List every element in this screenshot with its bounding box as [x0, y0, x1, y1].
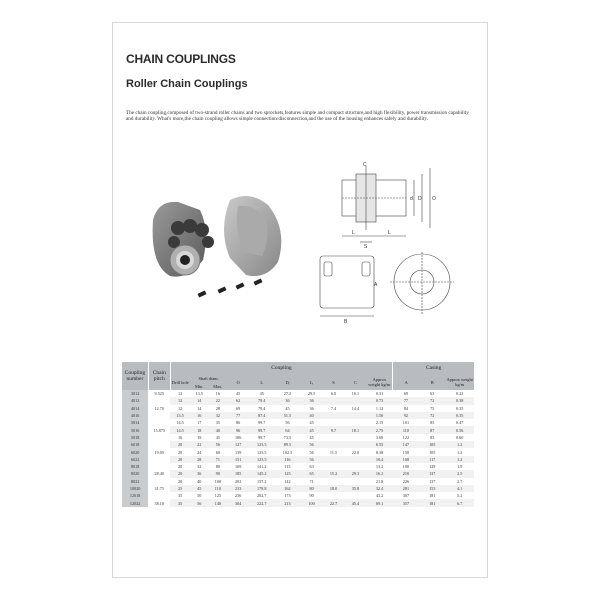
table-cell [323, 419, 345, 426]
label-l1: L [352, 230, 355, 236]
table-cell [148, 463, 170, 470]
table-cell: 20 [170, 463, 190, 470]
table-cell: 20 [170, 456, 190, 463]
table-row [122, 478, 474, 485]
table-cell: 122 [393, 434, 419, 441]
table-cell: 0.73 [366, 397, 392, 404]
table-cell: 125 [274, 470, 300, 477]
table-cell: 35 [209, 419, 228, 426]
header-o: O [227, 374, 249, 390]
table-cell [323, 434, 345, 441]
table-cell: 62 [227, 397, 249, 404]
header-max: Max. [209, 382, 228, 390]
table-cell: 22 [209, 397, 228, 404]
table-cell: 87.4 [249, 412, 274, 419]
table-cell: 77 [393, 397, 419, 404]
table-cell: 222.7 [249, 499, 274, 506]
table-cell: 69 [393, 390, 419, 397]
table-cell: 16 [209, 390, 228, 397]
table-cell: 5018 [122, 434, 148, 441]
table-cell: 29.3 [344, 470, 366, 477]
table-cell: 11.5 [323, 448, 345, 455]
header-drill-hole: Drill hole [170, 374, 190, 390]
table-row [122, 499, 474, 506]
table-cell [344, 456, 366, 463]
table-cell: 12 [170, 397, 190, 404]
table-cell: 2.5 [445, 470, 474, 477]
table-cell: 36 [190, 470, 209, 477]
table-cell: 3012 [122, 390, 148, 397]
table-cell: 10.1 [344, 390, 366, 397]
table-cell [148, 412, 170, 419]
table-cell: 5016 [122, 426, 148, 433]
table-cell: 0.22 [445, 390, 474, 397]
table-cell: 40 [209, 426, 228, 433]
table-cell: 13.5 [170, 412, 190, 419]
table-cell: 147 [393, 441, 419, 448]
table-cell: 17 [190, 419, 209, 426]
table-cell: 0.56 [445, 426, 474, 433]
table-cell: 4.1 [445, 485, 474, 492]
table-cell: 12.70 [148, 405, 170, 412]
header-s: S [323, 374, 345, 390]
table-cell: 22.0 [344, 448, 366, 455]
table-cell: 123.5 [249, 456, 274, 463]
table-cell: 14.5 [170, 419, 190, 426]
table-cell: 213 [274, 499, 300, 506]
table-cell: 0.31 [366, 390, 392, 397]
table-cell: 32 [190, 463, 209, 470]
table-cell: 36 [301, 405, 323, 412]
table-cell: 28 [209, 405, 228, 412]
table-cell: 60 [209, 448, 228, 455]
table-cell: 35 [170, 499, 190, 506]
table-cell: 22 [190, 441, 209, 448]
table-cell: 63 [419, 390, 445, 397]
header-a: A [393, 374, 419, 390]
table-cell: 1.9 [445, 463, 474, 470]
table-cell [344, 478, 366, 485]
table-cell: 12022 [122, 499, 148, 506]
table-cell: 18.0 [323, 485, 345, 492]
table-cell: 125 [209, 492, 228, 499]
table-cell: 50 [190, 492, 209, 499]
header-shaft-diam: Shaft diam. [190, 374, 227, 382]
table-cell: 45 [301, 419, 323, 426]
table-cell: 69.1 [366, 499, 392, 506]
table-cell: 100 [209, 478, 228, 485]
table-cell: 71 [301, 478, 323, 485]
table-cell: 28 [190, 456, 209, 463]
table-cell [344, 412, 366, 419]
table-cell: 87 [419, 426, 445, 433]
table-cell: 38.10 [148, 499, 170, 506]
table-cell: 4016 [122, 412, 148, 419]
table-cell: 158 [393, 448, 419, 455]
table-cell: 36 [301, 397, 323, 404]
table-cell: 105 [419, 441, 445, 448]
table-row [122, 448, 474, 455]
table-cell: 2.15 [366, 419, 392, 426]
table-cell: 117 [419, 456, 445, 463]
table-cell: 45 [301, 426, 323, 433]
table-cell: 27.2 [274, 390, 300, 397]
table-cell: 80 [209, 463, 228, 470]
table-cell: 178.8 [249, 485, 274, 492]
table-cell [344, 419, 366, 426]
table-cell: 185 [227, 470, 249, 477]
table-cell: 210 [393, 470, 419, 477]
table-cell: 1.50 [366, 412, 392, 419]
table-cell: 115 [274, 463, 300, 470]
table-cell: 157.2 [249, 478, 274, 485]
table-cell: 20 [170, 448, 190, 455]
table-cell: 19 [190, 434, 209, 441]
table-cell: 43.2 [366, 492, 392, 499]
label-l: L [388, 230, 391, 236]
table-cell: 12 [170, 390, 190, 397]
table-cell: 22.7 [323, 499, 345, 506]
table-cell: 56 [209, 441, 228, 448]
table-cell: 99.7 [249, 434, 274, 441]
table-cell [148, 434, 170, 441]
table-cell: 21.8 [366, 478, 392, 485]
table-row [122, 485, 474, 492]
table-cell: 129 [419, 463, 445, 470]
table-cell: 100 [301, 499, 323, 506]
table-cell: 16.2 [366, 470, 392, 477]
table-cell [344, 397, 366, 404]
casing-drawing [318, 252, 458, 327]
header-c: C [344, 374, 366, 390]
table-cell: 1.2 [445, 448, 474, 455]
table-cell: 101 [393, 419, 419, 426]
table-cell [323, 441, 345, 448]
table-cell: 63 [301, 463, 323, 470]
table-cell: 10020 [122, 485, 148, 492]
table-cell: 24 [190, 448, 209, 455]
table-cell: 64 [274, 426, 300, 433]
table-row [122, 426, 474, 433]
label-d3: d [410, 196, 413, 202]
table-cell: 1.2 [445, 441, 474, 448]
header-group-coupling: Coupling [170, 362, 393, 374]
label-s: S [364, 244, 368, 248]
table-cell: 56 [190, 499, 209, 506]
table-cell: 141.2 [249, 463, 274, 470]
table-cell: 73.5 [274, 434, 300, 441]
table-cell: 256 [227, 492, 249, 499]
table-cell: 18.1 [344, 426, 366, 433]
table-cell: 9.525 [148, 390, 170, 397]
table-cell: 116 [274, 456, 300, 463]
table-cell: 142 [274, 478, 300, 485]
table-cell: 2.75 [366, 426, 392, 433]
table-cell: 233 [227, 485, 249, 492]
table-cell: 86 [227, 419, 249, 426]
table-cell: 0.38 [445, 397, 474, 404]
table-cell: 32.4 [366, 485, 392, 492]
table-cell: 12 [170, 405, 190, 412]
table-cell [344, 492, 366, 499]
table-cell [323, 397, 345, 404]
table-row [122, 463, 474, 470]
table-cell: 12018 [122, 492, 148, 499]
table-cell: 85 [419, 434, 445, 441]
table-cell: 307 [393, 492, 419, 499]
header-l: L [249, 374, 274, 390]
table-cell: 8020 [122, 470, 148, 477]
table-cell [344, 434, 366, 441]
table-cell: 1.2 [445, 456, 474, 463]
table-row [122, 434, 474, 441]
header-l1: Lᵢ [301, 374, 323, 390]
table-cell: 80 [301, 485, 323, 492]
table-cell: 18 [190, 426, 209, 433]
table-cell: 35.8 [344, 485, 366, 492]
table-cell: 6022 [122, 456, 148, 463]
table-cell: 0.35 [445, 405, 474, 412]
header-weight-casing: Approx weight kg/m [445, 374, 474, 390]
header-group-casing: Casing [393, 362, 474, 374]
table-cell: 45 [249, 390, 274, 397]
table-cell: 106 [227, 434, 249, 441]
table-cell [148, 397, 170, 404]
table-cell: 5.2 [445, 492, 474, 499]
table-cell: 51.5 [274, 412, 300, 419]
table-cell: 140 [209, 499, 228, 506]
table-cell: 2.7 [445, 478, 474, 485]
table-row [122, 397, 474, 404]
table-cell: 13.2 [366, 463, 392, 470]
table-row [122, 390, 474, 397]
table-cell: 56 [301, 441, 323, 448]
table-row [122, 405, 474, 412]
table-cell: 92 [393, 412, 419, 419]
table-cell [148, 492, 170, 499]
table-cell: 145.2 [249, 470, 274, 477]
table-cell: 202.7 [249, 492, 274, 499]
table-cell: 4014 [122, 405, 148, 412]
table-cell [148, 478, 170, 485]
table-row [122, 456, 474, 463]
table-cell: 181 [419, 492, 445, 499]
table-row [122, 419, 474, 426]
table-cell: 153 [419, 485, 445, 492]
table-cell: 190 [393, 463, 419, 470]
table-cell: 202 [227, 478, 249, 485]
table-cell: 3.60 [366, 434, 392, 441]
table-cell: 4012 [122, 397, 148, 404]
table-cell: 20 [170, 478, 190, 485]
table-cell: 16 [190, 412, 209, 419]
table-cell: 169 [227, 463, 249, 470]
table-cell [323, 492, 345, 499]
table-cell: 5014 [122, 419, 148, 426]
table-cell: 36 [274, 397, 300, 404]
table-cell: 151 [227, 456, 249, 463]
table-cell: 139 [227, 448, 249, 455]
table-cell: 45 [301, 434, 323, 441]
table-cell: 25 [170, 485, 190, 492]
table-cell: 8022 [122, 478, 148, 485]
header-coupling-number: Coupling number [122, 362, 148, 390]
table-cell: 19.05 [148, 448, 170, 455]
page-title: CHAIN COUPLINGS [126, 52, 236, 66]
table-cell [344, 441, 366, 448]
page-subtitle: Roller Chain Couplings [126, 78, 248, 90]
table-cell: 10.4 [366, 456, 392, 463]
label-b: B [344, 319, 348, 325]
table-cell: 137 [419, 478, 445, 485]
table-cell: 0.35 [445, 412, 474, 419]
table-cell: 8018 [122, 463, 148, 470]
table-cell: 96 [227, 426, 249, 433]
table-cell: 6.0 [323, 390, 345, 397]
table-cell: 20 [170, 470, 190, 477]
product-description: The chain coupling,composed of two-strand roller chains and two sprockets,features simple and compact structure,and high flexibility, power transmission capability and durability. What's more,the chain coupling allows simple connection/disconnection,and the use of the housing enhances safely and durability. [126, 110, 469, 123]
table-cell: 168 [393, 456, 419, 463]
table-cell: 137 [419, 470, 445, 477]
table-cell [148, 419, 170, 426]
table-cell: 65 [301, 470, 323, 477]
table-cell: 79.4 [249, 405, 274, 412]
table-cell: 15.875 [148, 426, 170, 433]
table-cell: 0.47 [445, 419, 474, 426]
table-cell: 102.5 [274, 448, 300, 455]
side-view-drawing [322, 158, 442, 248]
table-cell: 85 [419, 419, 445, 426]
table-cell: 29.5 [301, 390, 323, 397]
table-cell: 123.5 [249, 448, 274, 455]
table-cell: 72 [419, 397, 445, 404]
table-cell: 45.4 [344, 499, 366, 506]
table-cell: 281 [393, 485, 419, 492]
table-cell: 6.55 [366, 441, 392, 448]
table-cell: 79.4 [249, 397, 274, 404]
table-cell: 69 [227, 405, 249, 412]
table-cell: 45 [227, 390, 249, 397]
table-cell: 1.12 [366, 405, 392, 412]
table-cell: 75 [419, 405, 445, 412]
header-d1: Dᵢ [274, 374, 300, 390]
table-cell: 45 [190, 485, 209, 492]
table-cell: 173 [274, 492, 300, 499]
table-cell [323, 412, 345, 419]
header-chain-pitch: Chain pitch [148, 362, 170, 390]
table-cell: 45 [274, 405, 300, 412]
table-cell: 28.40 [148, 470, 170, 477]
table-cell: 56 [301, 456, 323, 463]
label-c: C [363, 162, 367, 168]
table-cell: 14.4 [344, 405, 366, 412]
table-cell: 127 [227, 441, 249, 448]
table-row [122, 441, 474, 448]
table-cell: 77 [227, 412, 249, 419]
table-cell: 6020 [122, 448, 148, 455]
table-cell: 15.2 [323, 470, 345, 477]
table-cell: 8.38 [366, 448, 392, 455]
table-cell: 56 [301, 448, 323, 455]
table-cell: 304 [227, 499, 249, 506]
table-cell [148, 456, 170, 463]
table-cell: 6018 [122, 441, 148, 448]
table-cell: 56 [274, 419, 300, 426]
table-cell: 45 [209, 434, 228, 441]
table-cell [323, 456, 345, 463]
table-cell: 20 [170, 441, 190, 448]
table-cell: 32 [209, 412, 228, 419]
table-cell: 84 [393, 405, 419, 412]
table-cell: 16 [170, 434, 190, 441]
header-b: B [419, 374, 445, 390]
table-cell: 40 [190, 478, 209, 485]
table-cell: 90 [209, 470, 228, 477]
table-row [122, 412, 474, 419]
table-cell: 72 [419, 412, 445, 419]
table-cell: 105 [419, 448, 445, 455]
table-cell: 110 [209, 485, 228, 492]
table-cell: 110 [393, 426, 419, 433]
table-cell: 71 [209, 456, 228, 463]
header-min: Min. [190, 382, 209, 390]
table-cell: 31.75 [148, 485, 170, 492]
spec-table [122, 362, 474, 507]
table-cell: 226 [393, 478, 419, 485]
table-cell: 357 [393, 499, 419, 506]
table-row [122, 492, 474, 499]
table-cell [344, 463, 366, 470]
table-cell: 123.5 [249, 441, 274, 448]
table-cell [323, 478, 345, 485]
table-cell: 14.5 [170, 426, 190, 433]
table-cell [148, 441, 170, 448]
table-cell: 6.7 [445, 499, 474, 506]
table-cell [323, 463, 345, 470]
table-cell: 99.7 [249, 426, 274, 433]
table-cell: 7.4 [323, 405, 345, 412]
header-weight-coupling: Approx weight kg/m [366, 374, 392, 390]
table-row [122, 470, 474, 477]
table-cell: 89.5 [274, 441, 300, 448]
table-cell: 0.60 [445, 434, 474, 441]
table-cell: 40 [301, 412, 323, 419]
table-cell: 181 [419, 499, 445, 506]
table-cell: 14 [190, 405, 209, 412]
table-cell: 13.5 [190, 390, 209, 397]
table-cell: 14 [190, 397, 209, 404]
table-cell: 9.7 [323, 426, 345, 433]
table-cell: 99.7 [249, 419, 274, 426]
table-cell: 90 [301, 492, 323, 499]
table-cell: 35 [170, 492, 190, 499]
label-d1: D [418, 196, 422, 202]
coupling-photo [138, 180, 298, 310]
label-o: O [432, 196, 436, 202]
label-a: A [374, 282, 378, 288]
table-cell: 162 [274, 485, 300, 492]
